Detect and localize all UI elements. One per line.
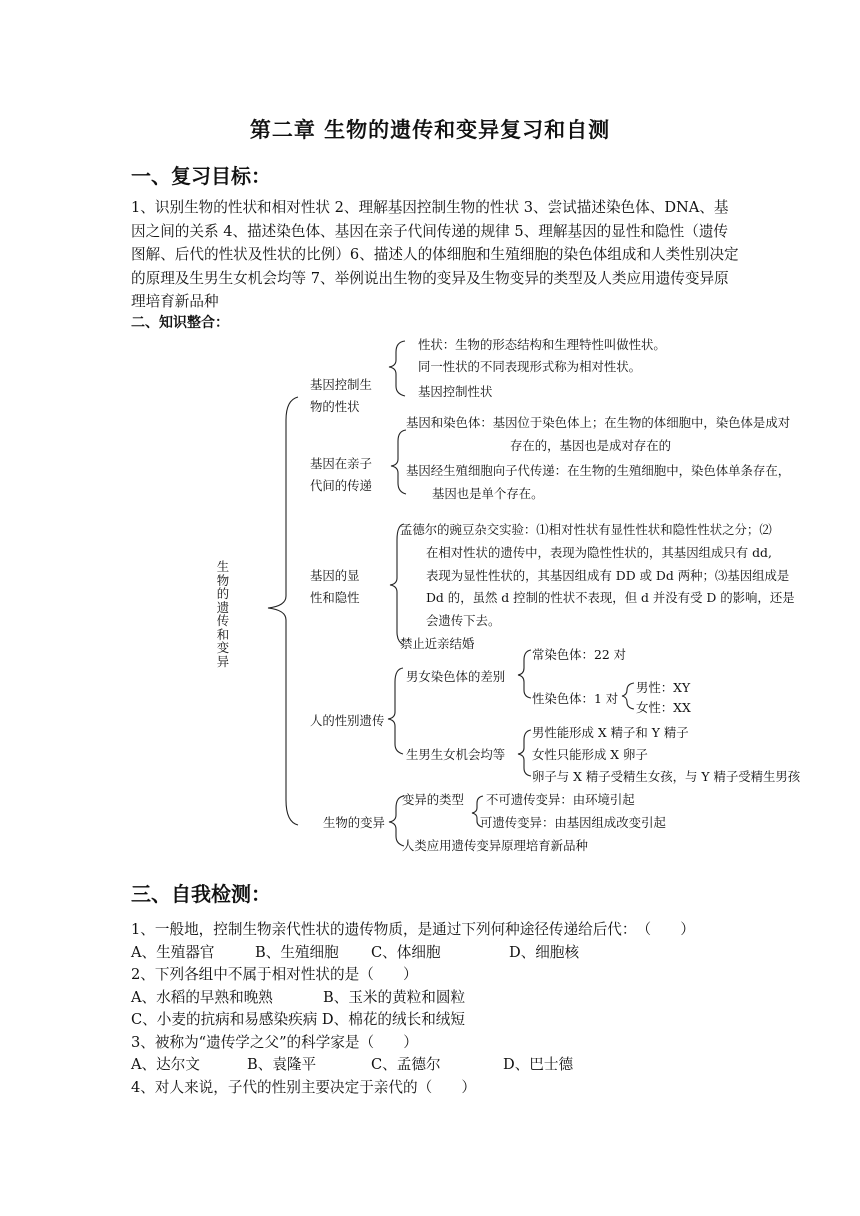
question-3-option-d: D、巴士德 [503, 1056, 574, 1073]
question-1-option-d: D、细胞核 [509, 944, 580, 961]
b4-female: 女性：XX [636, 700, 691, 715]
b3-line-5: 会遗传下去。 [426, 613, 501, 628]
b1-item-3: 基因控制性状 [418, 384, 493, 399]
b1-item-2: 同一性状的不同表现形式称为相对性状。 [418, 359, 642, 374]
question-1-option-c: C、体细胞 [371, 944, 441, 961]
b4-m2: 女性只能形成 X 卵子 [532, 747, 648, 762]
b3-label-line1: 基因的显 [310, 568, 360, 583]
section-heading-review-goals: 一、复习目标： [131, 164, 271, 188]
b4-male: 男性：XY [636, 680, 691, 695]
b4-m3: 卵子与 X 精子受精生女孩，与 Y 精子受精生男孩 [532, 769, 801, 784]
question-2-option-a: A、水稻的早熟和晚熟 [131, 989, 273, 1006]
question-2-option-cd: C、小麦的抗病和易感染疾病 D、棉花的绒长和绒短 [131, 1011, 465, 1028]
section-heading-knowledge: 二、知识整合： [131, 315, 229, 331]
brace-b4 [388, 668, 403, 754]
brace-b2 [391, 430, 406, 494]
section-heading-self-test: 三、自我检测： [131, 882, 271, 906]
b1-label-line2: 物的性状 [310, 399, 360, 414]
review-goals-paragraph: 1、识别生物的性状和相对性状 2、理解基因控制生物的性状 3、尝试描述染色体、DNA、基因之间的关系 4、描述染色体、基因在亲子代间传递的规律 5、理解基因的显性和隐性（遗传图解、后代的性状及性状的比例）6、描述人的体细胞和生殖细胞的染色体组成和人类性别决定的原理及生男生女机会均等 7、举例说出生物的变异及生物变异的类型及人类应用遗传变异原理培育新品种 [131, 199, 739, 310]
b1-item-1: 性状：生物的形态结构和生理特性叫做性状。 [418, 337, 666, 352]
brace-b1 [389, 341, 405, 396]
brace-sex [622, 683, 634, 709]
b3-line-1: 孟德尔的豌豆杂交实验：⑴相对性状有显性性状和隐性性状之分；⑵ [400, 522, 772, 537]
question-4-stem: 4、对人来说，子代的性别主要决定于亲代的（ ） [131, 1079, 476, 1096]
b4-sub2-label: 生男生女机会均等 [406, 747, 506, 762]
tree-root-label: 生物的遗传和变异 [216, 559, 230, 669]
question-3-option-b: B、袁隆平 [247, 1056, 317, 1073]
b5-label: 生物的变异 [323, 815, 385, 830]
question-1-option-b: B、生殖细胞 [255, 944, 339, 961]
b5-type-2: 可遗传变异：由基因组成改变引起 [480, 815, 666, 830]
b3-line-3: 表现为显性性状的，其基因组成有 DD 或 Dd 两种；⑶基因组成是 [426, 568, 790, 583]
brace-sub2 [518, 730, 531, 776]
b4-label: 人的性别遗传 [310, 713, 385, 728]
question-2-stem: 2、下列各组中不属于相对性状的是（ ） [131, 966, 418, 983]
question-1-option-a: A、生殖器官 [131, 944, 215, 961]
question-2-option-b: B、玉米的黄粒和圆粒 [323, 989, 466, 1006]
b3-line-4: Dd 的，虽然 d 控制的性状不表现，但 d 并没有受 D 的影响，还是 [426, 590, 795, 605]
b4-sub1-label: 男女染色体的差别 [406, 669, 506, 684]
b2-line-3: 基因经生殖细胞向子代传递：在生物的生殖细胞中，染色体单条存在， [406, 463, 791, 478]
b4-sex-chromosome: 性染色体：1 对 [532, 691, 619, 706]
b1-label-line1: 基因控制生 [310, 377, 372, 392]
question-3-option-a: A、达尔文 [131, 1056, 200, 1073]
b2-line-1: 基因和染色体：基因位于染色体上；在生物的体细胞中，染色体是成对 [406, 415, 791, 430]
b3-line-6: 禁止近亲结婚 [400, 636, 475, 651]
question-3-stem: 3、被称为“遗传学之父”的科学家是（ ） [131, 1034, 418, 1051]
question-1-stem: 1、一般地，控制生物亲代性状的遗传物质，是通过下列何种途径传递给后代： （ ） [131, 921, 695, 938]
brace-b3 [390, 524, 404, 645]
b4-m1: 男性能形成 X 精子和 Y 精子 [532, 725, 689, 740]
b5-type-1: 不可遗传变异：由环境引起 [486, 792, 635, 807]
b5-application: 人类应用遗传变异原理培育新品种 [402, 838, 588, 853]
b4-autosome: 常染色体：22 对 [532, 647, 627, 662]
brace-sub1 [518, 650, 531, 698]
b3-line-2: 在相对性状的遗传中，表现为隐性性状的，其基因组成只有 dd, [426, 545, 772, 560]
b2-label-line1: 基因在亲子 [310, 456, 372, 471]
b5-type-label: 变异的类型 [402, 792, 464, 807]
main-brace [268, 397, 298, 825]
b2-label-line2: 代间的传递 [310, 478, 372, 493]
question-3-option-c: C、孟德尔 [371, 1056, 441, 1073]
page-title: 第二章 生物的遗传和变异复习和自测 [249, 117, 611, 142]
b2-line-2: 存在的，基因也是成对存在的 [510, 438, 672, 453]
b2-line-4: 基因也是单个存在。 [432, 486, 544, 501]
b3-label-line2: 性和隐性 [310, 590, 360, 605]
